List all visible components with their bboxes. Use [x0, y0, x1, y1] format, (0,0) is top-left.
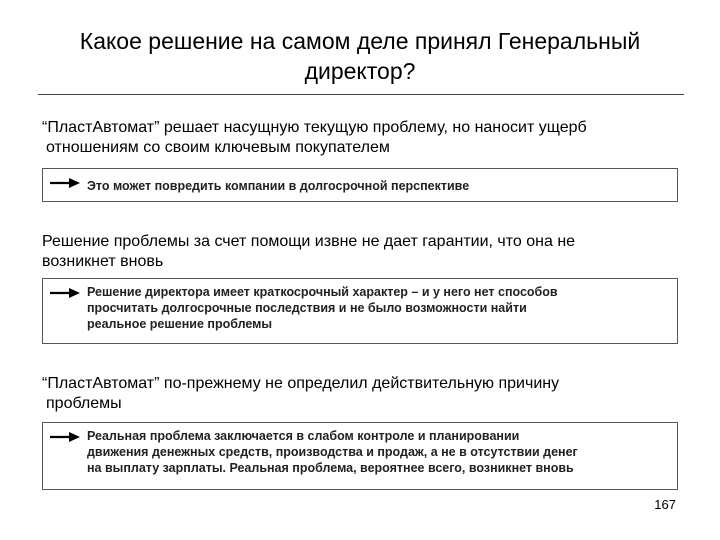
slide-title-line-2: директор?: [304, 58, 416, 84]
statement-1-line-2: отношениям со своим ключевым покупателем: [46, 139, 390, 156]
statement-3: [42, 374, 682, 414]
statement-2-line-2: возникнет вновь: [42, 253, 164, 270]
statement-1-line-1: “ПластАвтомат” решает насущную текущую проблему, но наносит ущерб: [42, 119, 587, 136]
statement-3-line-2: проблемы: [46, 395, 122, 412]
statement-3-line-1: “ПластАвтомат” по-прежнему не определил действительную причину: [42, 375, 560, 392]
conclusion-2-line-3: реальное решение проблемы: [87, 317, 273, 331]
statement-2: [42, 232, 682, 272]
conclusion-box-1: [42, 168, 678, 202]
conclusion-1-text: [87, 178, 669, 194]
conclusion-2-line-1: Решение директора имеет краткосрочный характер – и у него нет способов: [87, 285, 558, 299]
arrow-right-icon: [49, 177, 81, 189]
slide-title: [40, 26, 680, 86]
conclusion-2-text: [87, 284, 669, 332]
conclusion-box-3: [42, 422, 678, 490]
conclusion-1-line-1: Это может повредить компании в долгосрочной перспективе: [87, 179, 470, 193]
conclusion-3-text: [87, 428, 669, 476]
title-divider: [38, 94, 684, 95]
conclusion-3-line-2: движения денежных средств, производства и продаж, а не в отсутствии денег: [87, 445, 578, 459]
slide-title-line-1: Какое решение на самом деле принял Генеральный: [79, 28, 641, 54]
conclusion-3-line-1: Реальная проблема заключается в слабом контроле и планировании: [87, 429, 520, 443]
conclusion-2-line-2: просчитать долгосрочные последствия и не было возможности найти: [87, 301, 527, 315]
statement-1: [42, 118, 682, 158]
page-number: 167: [654, 497, 676, 512]
conclusion-box-2: [42, 278, 678, 344]
conclusion-3-line-3: на выплату зарплаты. Реальная проблема, вероятнее всего, возникнет вновь: [87, 461, 574, 475]
arrow-right-icon: [49, 287, 81, 299]
arrow-right-icon: [49, 431, 81, 443]
statement-2-line-1: Решение проблемы за счет помощи извне не дает гарантии, что она не: [42, 233, 576, 250]
